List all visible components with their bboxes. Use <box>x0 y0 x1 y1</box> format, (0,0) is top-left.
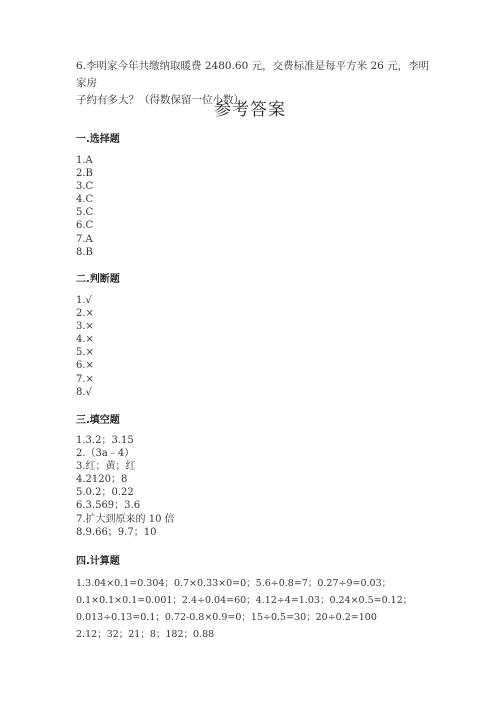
list-item: 3.C <box>76 181 94 193</box>
word-problem-line-2: 子约有多大？（得数保留一位小数） <box>76 94 244 106</box>
word-problem-line-1: 6.李明家今年共缴纳取暖费 2480.60 元，交费标准是每平方米 26 元，李明家房 <box>76 60 430 89</box>
section-heading-judgement: 二.判断题 <box>76 274 120 285</box>
fill-in-answer-list <box>76 434 175 539</box>
list-item: 1.√ <box>76 295 92 306</box>
list-item: 2.（3a﹣4） <box>76 448 135 460</box>
list-item: 6.× <box>76 360 94 372</box>
list-item: 0.1×0.1×0.1=0.001；2.4÷0.04=60；4.12÷4=1.03；0.24×0.5=0.12； <box>76 595 413 606</box>
list-item: 7.× <box>76 373 94 385</box>
list-item: 8.9.66；9.7；10 <box>76 526 157 538</box>
choice-answer-list <box>76 154 93 259</box>
list-item: 1.3.2；3.15 <box>76 435 134 446</box>
list-item: 1.A <box>76 155 93 166</box>
list-item: 5.× <box>76 347 94 359</box>
page-title: 参考答案 <box>214 100 286 120</box>
list-item: 7.扩大到原来的 10 倍 <box>76 513 175 525</box>
list-item: 7.A <box>76 233 93 245</box>
calculation-answer-list <box>76 575 412 643</box>
list-item: 6.C <box>76 220 94 232</box>
section-heading-choice: 一.选择题 <box>76 134 120 145</box>
list-item: 3.红；黄；红 <box>76 461 136 473</box>
list-item: 2.12；32；21；8；182；0.88 <box>76 629 215 640</box>
list-item: 2.× <box>76 308 94 320</box>
list-item: 4.× <box>76 334 94 346</box>
section-heading-calculation: 四.计算题 <box>76 556 120 567</box>
list-item: 8.√ <box>76 386 92 398</box>
section-heading-fill-in: 三.填空题 <box>76 415 120 426</box>
list-item: 0.013÷0.13=0.1；0.72-0.8×0.9=0；15÷0.5=30；20÷0.2=100 <box>76 612 377 623</box>
judgement-answer-list <box>76 294 94 399</box>
list-item: 3.× <box>76 321 94 333</box>
list-item: 6.3.569；3.6 <box>76 500 141 512</box>
list-item: 5.0.2；0.22 <box>76 487 134 499</box>
list-item: 8.B <box>76 246 93 258</box>
list-item: 5.C <box>76 207 94 219</box>
list-item: 1.3.04×0.1=0.304；0.7×0.33×0=0；5.6÷0.8=7；0.27÷9=0.03； <box>76 578 392 589</box>
list-item: 2.B <box>76 168 93 180</box>
list-item: 4.C <box>76 194 94 206</box>
list-item: 4.2120；8 <box>76 474 128 486</box>
